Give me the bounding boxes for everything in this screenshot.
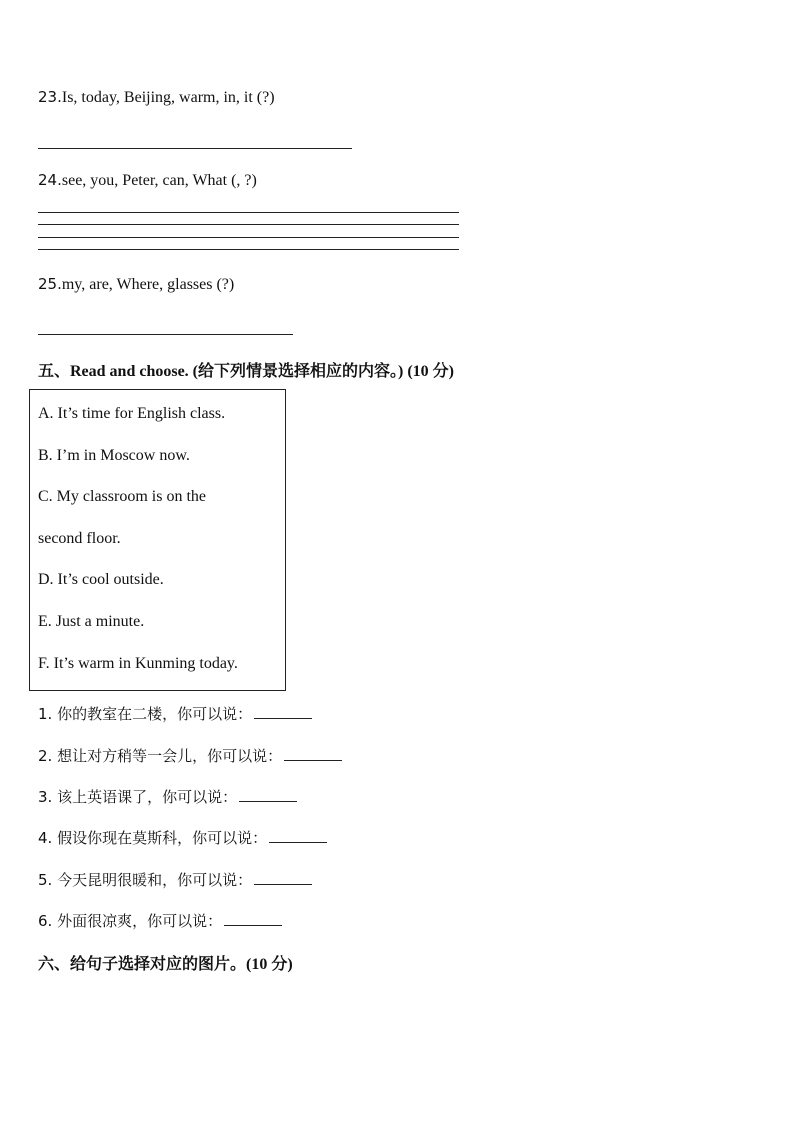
answer-line-24-1[interactable]: [38, 212, 459, 213]
situation-5-text: 5. 今天昆明很暖和，你可以说：: [38, 871, 253, 889]
option-c-continued: second floor.: [38, 530, 121, 547]
question-24-number: 24.: [38, 171, 62, 189]
situation-1-blank[interactable]: [254, 704, 312, 719]
question-24: [38, 171, 257, 190]
situation-4: [38, 827, 327, 848]
question-24-text: see, you, Peter, can, What (, ?): [61, 172, 257, 189]
situation-5-blank[interactable]: [254, 870, 312, 885]
situation-6: [38, 910, 282, 931]
section-5-heading: 五、Read and choose. (给下列情景选择相应的内容。) (10 分): [38, 363, 454, 380]
option-d: D. It’s cool outside.: [38, 571, 164, 588]
option-f: F. It’s warm in Kunming today.: [38, 655, 238, 672]
situation-6-blank[interactable]: [224, 911, 282, 926]
situation-2: [38, 745, 342, 766]
situation-1: [38, 703, 312, 724]
situation-3-text: 3. 该上英语课了，你可以说：: [38, 788, 238, 806]
option-a: A. It’s time for English class.: [38, 405, 226, 422]
situation-5: [38, 869, 312, 890]
answer-line-25[interactable]: [38, 334, 293, 335]
situation-3: [38, 786, 297, 807]
option-e: E. Just a minute.: [38, 613, 145, 630]
question-25-text: my, are, Where, glasses (?): [61, 276, 235, 293]
situation-4-text: 4. 假设你现在莫斯科，你可以说：: [38, 829, 268, 847]
section-6-heading: 六、给句子选择对应的图片。(10 分): [38, 956, 293, 973]
answer-line-24-3[interactable]: [38, 237, 459, 238]
option-c: C. My classroom is on the: [38, 488, 206, 505]
question-23-number: 23.: [38, 88, 62, 106]
situation-4-blank[interactable]: [269, 828, 327, 843]
question-25-number: 25.: [38, 275, 62, 293]
option-b: B. I’m in Moscow now.: [38, 447, 190, 464]
situation-2-text: 2. 想让对方稍等一会儿，你可以说：: [38, 747, 283, 765]
answer-line-23[interactable]: [38, 148, 352, 149]
answer-line-24-2[interactable]: [38, 224, 459, 225]
situation-6-text: 6. 外面很凉爽，你可以说：: [38, 912, 223, 930]
situation-3-blank[interactable]: [239, 787, 297, 802]
answer-line-24-4[interactable]: [38, 249, 459, 250]
question-23-text: Is, today, Beijing, warm, in, it (?): [61, 89, 275, 106]
situation-2-blank[interactable]: [284, 746, 342, 761]
question-25: [38, 275, 234, 294]
situation-1-text: 1. 你的教室在二楼，你可以说：: [38, 705, 253, 723]
question-23: [38, 88, 275, 107]
